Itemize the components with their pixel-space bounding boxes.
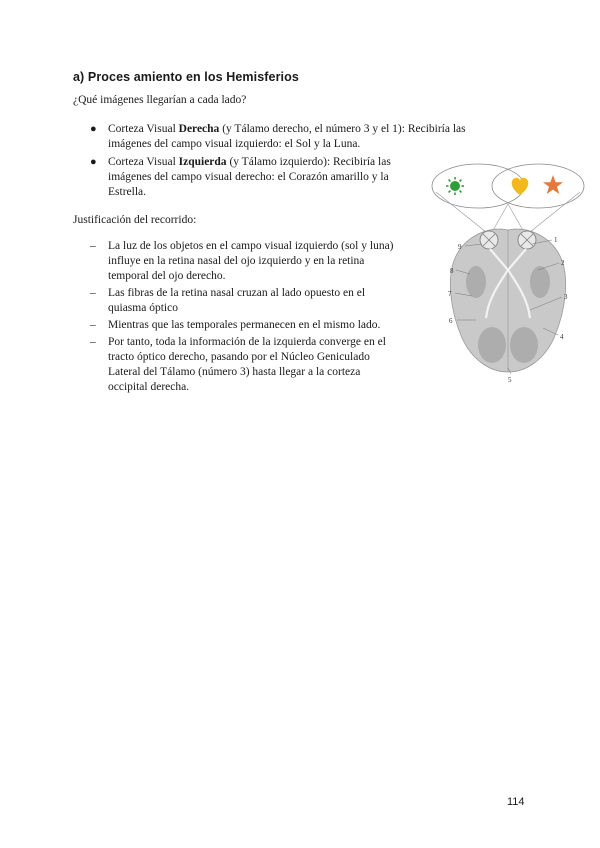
- label-4: 4: [560, 333, 564, 341]
- page-number: 114: [507, 796, 525, 808]
- bold-term-derecha: Derecha: [178, 123, 220, 135]
- label-3: 3: [564, 293, 568, 301]
- bold-term-izquierda: Izquierda: [178, 156, 227, 168]
- label-9: 9: [458, 243, 462, 251]
- bullet-dot-icon: ●: [90, 123, 97, 135]
- left-eye-icon: [480, 231, 498, 249]
- label-1: 1: [554, 236, 558, 244]
- star-icon: [543, 175, 563, 194]
- label-2: 2: [561, 259, 565, 267]
- justification-item: – Por tanto, toda la información de la izquierda converge en el tracto óptico derecho, pasando por el Núcleo Geniculado Lateral del Tálamo (número 3) hasta llegar a la corteza occipital derecha.: [90, 336, 386, 393]
- left-visual-field-oval: [432, 164, 524, 208]
- justification-title: Justificación del recorrido:: [73, 214, 197, 226]
- sun-icon: [446, 177, 464, 195]
- label-8: 8: [450, 267, 454, 275]
- justification-item: – Mientras que las temporales permanecen en el mismo lado.: [90, 319, 381, 331]
- visual-pathway-diagram: [428, 160, 588, 386]
- right-visual-field-oval: [492, 164, 584, 208]
- section-heading: a) Proces amiento en los Hemisferios: [73, 70, 299, 84]
- question-text: ¿Qué imágenes llegarían a cada lado?: [73, 94, 247, 106]
- justification-item: – Las fibras de la retina nasal cruzan al lado opuesto en el quiasma óptico: [90, 287, 366, 314]
- label-5: 5: [508, 376, 512, 384]
- justification-item: – La luz de los objetos en el campo visual izquierdo (sol y luna) influye en la retina nasal del ojo izquierdo y en la retina temporal del ojo derecho.: [90, 240, 394, 282]
- bullet-right-cortex: ● Corteza Visual Derecha (y Tálamo derecho, el número 3 y el 1): Recibiría las imágenes del campo visual izquierdo: el Sol y la Luna.: [90, 123, 466, 150]
- bullet-dot-icon: ●: [90, 156, 97, 168]
- heart-icon: [512, 178, 529, 195]
- bullet-left-cortex: ● Corteza Visual Izquierda (y Tálamo izquierdo): Recibiría las imágenes del campo visual derecho: el Corazón amarillo y la Estrella.: [90, 156, 391, 198]
- label-6: 6: [449, 317, 453, 325]
- visual-pathway-figure: [428, 160, 588, 386]
- justification-list: [90, 239, 400, 397]
- right-eye-icon: [518, 231, 536, 249]
- label-7: 7: [448, 290, 452, 298]
